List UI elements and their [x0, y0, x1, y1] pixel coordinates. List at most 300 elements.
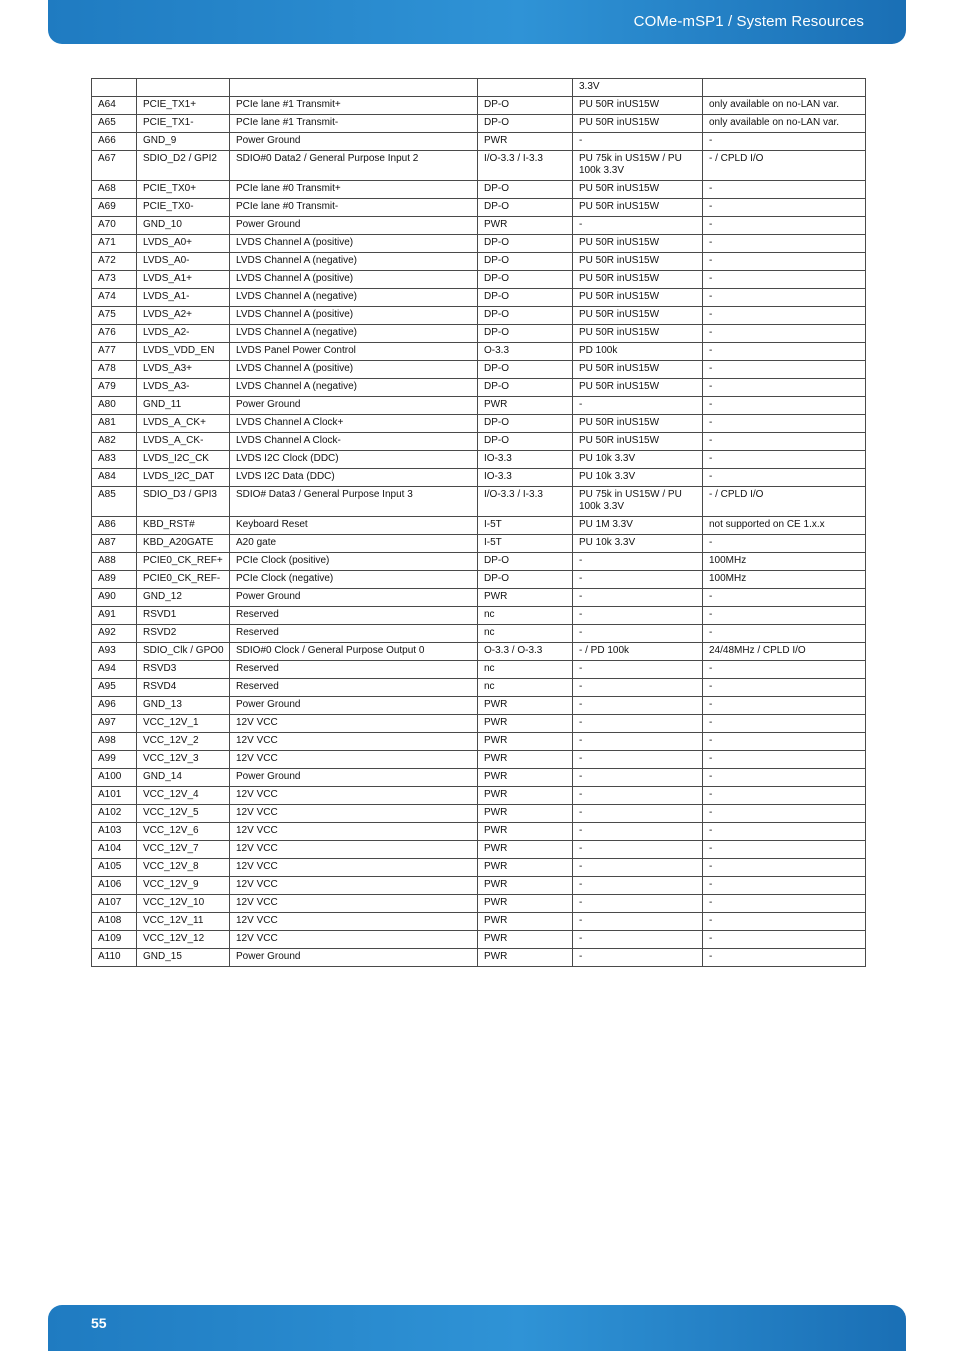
comment-cell: -: [703, 181, 866, 199]
type-cell: PWR: [478, 931, 573, 949]
pin-cell: A101: [92, 787, 137, 805]
termination-cell: -: [573, 607, 703, 625]
pin-cell: A80: [92, 397, 137, 415]
table-row: [92, 589, 866, 607]
termination-cell: PU 50R inUS15W: [573, 115, 703, 133]
description-cell: LVDS Channel A (negative): [230, 379, 478, 397]
type-cell: PWR: [478, 895, 573, 913]
signal-cell: VCC_12V_9: [137, 877, 230, 895]
comment-cell: -: [703, 469, 866, 487]
comment-cell: -: [703, 751, 866, 769]
termination-cell: -: [573, 841, 703, 859]
description-cell: 12V VCC: [230, 931, 478, 949]
type-cell: [478, 79, 573, 97]
signal-cell: GND_14: [137, 769, 230, 787]
table-row: [92, 361, 866, 379]
signal-cell: LVDS_A2-: [137, 325, 230, 343]
signal-cell: PCIE_TX1+: [137, 97, 230, 115]
description-cell: 12V VCC: [230, 913, 478, 931]
comment-cell: -: [703, 607, 866, 625]
footer-banner: [48, 1305, 906, 1351]
comment-cell: -: [703, 877, 866, 895]
description-cell: SDIO#0 Data2 / General Purpose Input 2: [230, 151, 478, 181]
signal-cell: LVDS_A2+: [137, 307, 230, 325]
signal-cell: PCIE0_CK_REF-: [137, 571, 230, 589]
pin-cell: A94: [92, 661, 137, 679]
type-cell: DP-O: [478, 325, 573, 343]
pin-cell: A84: [92, 469, 137, 487]
comment-cell: 100MHz: [703, 553, 866, 571]
table-row: [92, 433, 866, 451]
comment-cell: -: [703, 397, 866, 415]
signal-cell: LVDS_A3-: [137, 379, 230, 397]
termination-cell: -: [573, 859, 703, 877]
signal-cell: PCIE0_CK_REF+: [137, 553, 230, 571]
signal-cell: KBD_RST#: [137, 517, 230, 535]
description-cell: LVDS I2C Clock (DDC): [230, 451, 478, 469]
signal-cell: PCIE_TX0-: [137, 199, 230, 217]
pin-cell: A71: [92, 235, 137, 253]
pin-cell: A69: [92, 199, 137, 217]
pin-cell: A85: [92, 487, 137, 517]
table-row: [92, 469, 866, 487]
pin-cell: A64: [92, 97, 137, 115]
type-cell: PWR: [478, 751, 573, 769]
page-header-title: COMe-mSP1 / System Resources: [633, 13, 864, 30]
termination-cell: -: [573, 679, 703, 697]
type-cell: PWR: [478, 823, 573, 841]
table-row: [92, 661, 866, 679]
pin-cell: A68: [92, 181, 137, 199]
table-row: [92, 217, 866, 235]
termination-cell: -: [573, 913, 703, 931]
signal-cell: RSVD3: [137, 661, 230, 679]
pin-cell: A77: [92, 343, 137, 361]
comment-cell: -: [703, 253, 866, 271]
termination-cell: PU 50R inUS15W: [573, 325, 703, 343]
termination-cell: -: [573, 661, 703, 679]
table-row: [92, 895, 866, 913]
table-row: [92, 625, 866, 643]
termination-cell: -: [573, 133, 703, 151]
signal-cell: LVDS_A1+: [137, 271, 230, 289]
pin-cell: A76: [92, 325, 137, 343]
description-cell: 12V VCC: [230, 877, 478, 895]
pinout-table-body: [92, 79, 866, 967]
table-row: [92, 769, 866, 787]
type-cell: I-5T: [478, 535, 573, 553]
type-cell: nc: [478, 661, 573, 679]
type-cell: PWR: [478, 133, 573, 151]
type-cell: DP-O: [478, 553, 573, 571]
type-cell: PWR: [478, 769, 573, 787]
signal-cell: KBD_A20GATE: [137, 535, 230, 553]
type-cell: PWR: [478, 589, 573, 607]
table-row: [92, 535, 866, 553]
signal-cell: SDIO_Clk / GPO0: [137, 643, 230, 661]
comment-cell: -: [703, 217, 866, 235]
table-row: [92, 151, 866, 181]
table-row: [92, 235, 866, 253]
comment-cell: -: [703, 343, 866, 361]
description-cell: LVDS Channel A (positive): [230, 235, 478, 253]
comment-cell: -: [703, 931, 866, 949]
description-cell: 12V VCC: [230, 733, 478, 751]
comment-cell: -: [703, 769, 866, 787]
table-row: [92, 715, 866, 733]
signal-cell: VCC_12V_7: [137, 841, 230, 859]
table-row: [92, 841, 866, 859]
description-cell: Reserved: [230, 607, 478, 625]
type-cell: PWR: [478, 397, 573, 415]
termination-cell: PU 50R inUS15W: [573, 199, 703, 217]
pin-cell: A90: [92, 589, 137, 607]
comment-cell: -: [703, 271, 866, 289]
type-cell: nc: [478, 625, 573, 643]
type-cell: DP-O: [478, 415, 573, 433]
table-row: [92, 931, 866, 949]
type-cell: I-5T: [478, 517, 573, 535]
comment-cell: -: [703, 715, 866, 733]
termination-cell: PU 50R inUS15W: [573, 307, 703, 325]
type-cell: O-3.3: [478, 343, 573, 361]
pin-cell: A66: [92, 133, 137, 151]
header-banner: [48, 0, 906, 44]
table-row: [92, 643, 866, 661]
signal-cell: GND_15: [137, 949, 230, 967]
pin-cell: A74: [92, 289, 137, 307]
termination-cell: -: [573, 751, 703, 769]
comment-cell: -: [703, 289, 866, 307]
pin-cell: A92: [92, 625, 137, 643]
signal-cell: PCIE_TX1-: [137, 115, 230, 133]
table-row: [92, 517, 866, 535]
comment-cell: -: [703, 661, 866, 679]
termination-cell: PU 75k in US15W / PU 100k 3.3V: [573, 151, 703, 181]
pin-cell: A95: [92, 679, 137, 697]
table-row: [92, 823, 866, 841]
table-row: [92, 697, 866, 715]
description-cell: 12V VCC: [230, 751, 478, 769]
signal-cell: VCC_12V_10: [137, 895, 230, 913]
signal-cell: RSVD1: [137, 607, 230, 625]
termination-cell: -: [573, 715, 703, 733]
type-cell: I/O-3.3 / I-3.3: [478, 151, 573, 181]
termination-cell: PU 50R inUS15W: [573, 379, 703, 397]
pin-cell: A107: [92, 895, 137, 913]
comment-cell: -: [703, 625, 866, 643]
description-cell: LVDS Panel Power Control: [230, 343, 478, 361]
table-row: [92, 733, 866, 751]
signal-cell: [137, 79, 230, 97]
pin-cell: A73: [92, 271, 137, 289]
pin-cell: [92, 79, 137, 97]
description-cell: LVDS Channel A Clock+: [230, 415, 478, 433]
table-row: [92, 451, 866, 469]
signal-cell: LVDS_A0-: [137, 253, 230, 271]
description-cell: Keyboard Reset: [230, 517, 478, 535]
table-row: [92, 679, 866, 697]
table-row: [92, 199, 866, 217]
type-cell: IO-3.3: [478, 451, 573, 469]
termination-cell: -: [573, 823, 703, 841]
signal-cell: SDIO_D2 / GPI2: [137, 151, 230, 181]
table-row: [92, 553, 866, 571]
comment-cell: -: [703, 361, 866, 379]
pin-cell: A65: [92, 115, 137, 133]
table-row: [92, 487, 866, 517]
termination-cell: -: [573, 769, 703, 787]
table-row: [92, 859, 866, 877]
pin-cell: A99: [92, 751, 137, 769]
termination-cell: -: [573, 787, 703, 805]
termination-cell: -: [573, 589, 703, 607]
pin-cell: A88: [92, 553, 137, 571]
table-row: [92, 97, 866, 115]
termination-cell: -: [573, 733, 703, 751]
description-cell: 12V VCC: [230, 895, 478, 913]
pinout-table: [91, 78, 866, 967]
description-cell: LVDS I2C Data (DDC): [230, 469, 478, 487]
signal-cell: LVDS_VDD_EN: [137, 343, 230, 361]
termination-cell: -: [573, 625, 703, 643]
signal-cell: LVDS_A1-: [137, 289, 230, 307]
termination-cell: -: [573, 949, 703, 967]
comment-cell: - / CPLD I/O: [703, 487, 866, 517]
termination-cell: PU 50R inUS15W: [573, 415, 703, 433]
comment-cell: -: [703, 787, 866, 805]
pin-cell: A75: [92, 307, 137, 325]
pin-cell: A70: [92, 217, 137, 235]
description-cell: 12V VCC: [230, 841, 478, 859]
table-row: [92, 181, 866, 199]
type-cell: nc: [478, 607, 573, 625]
comment-cell: -: [703, 949, 866, 967]
description-cell: LVDS Channel A (positive): [230, 271, 478, 289]
signal-cell: LVDS_I2C_DAT: [137, 469, 230, 487]
comment-cell: -: [703, 679, 866, 697]
table-row: [92, 253, 866, 271]
signal-cell: VCC_12V_12: [137, 931, 230, 949]
termination-cell: -: [573, 697, 703, 715]
pin-cell: A78: [92, 361, 137, 379]
pin-cell: A79: [92, 379, 137, 397]
description-cell: PCIe lane #1 Transmit+: [230, 97, 478, 115]
page-number: 55: [91, 1315, 107, 1331]
signal-cell: VCC_12V_1: [137, 715, 230, 733]
signal-cell: GND_11: [137, 397, 230, 415]
comment-cell: 100MHz: [703, 571, 866, 589]
description-cell: LVDS Channel A (positive): [230, 361, 478, 379]
comment-cell: not supported on CE 1.x.x: [703, 517, 866, 535]
description-cell: Reserved: [230, 625, 478, 643]
pin-cell: A87: [92, 535, 137, 553]
table-row: [92, 415, 866, 433]
signal-cell: GND_10: [137, 217, 230, 235]
table-row: [92, 913, 866, 931]
pin-cell: A91: [92, 607, 137, 625]
table-row: [92, 271, 866, 289]
description-cell: SDIO#0 Clock / General Purpose Output 0: [230, 643, 478, 661]
termination-cell: - / PD 100k: [573, 643, 703, 661]
comment-cell: -: [703, 913, 866, 931]
description-cell: Power Ground: [230, 397, 478, 415]
comment-cell: -: [703, 433, 866, 451]
termination-cell: PU 1M 3.3V: [573, 517, 703, 535]
pin-cell: A67: [92, 151, 137, 181]
pin-cell: A93: [92, 643, 137, 661]
description-cell: SDIO# Data3 / General Purpose Input 3: [230, 487, 478, 517]
signal-cell: LVDS_A0+: [137, 235, 230, 253]
termination-cell: PU 50R inUS15W: [573, 235, 703, 253]
type-cell: PWR: [478, 859, 573, 877]
description-cell: Power Ground: [230, 769, 478, 787]
description-cell: LVDS Channel A (negative): [230, 289, 478, 307]
termination-cell: PU 50R inUS15W: [573, 271, 703, 289]
description-cell: LVDS Channel A (positive): [230, 307, 478, 325]
comment-cell: -: [703, 733, 866, 751]
pin-cell: A109: [92, 931, 137, 949]
description-cell: PCIe Clock (positive): [230, 553, 478, 571]
type-cell: PWR: [478, 805, 573, 823]
description-cell: Reserved: [230, 661, 478, 679]
termination-cell: -: [573, 553, 703, 571]
pin-cell: A104: [92, 841, 137, 859]
comment-cell: -: [703, 841, 866, 859]
description-cell: LVDS Channel A (negative): [230, 325, 478, 343]
termination-cell: PU 50R inUS15W: [573, 181, 703, 199]
signal-cell: VCC_12V_4: [137, 787, 230, 805]
signal-cell: VCC_12V_11: [137, 913, 230, 931]
type-cell: PWR: [478, 697, 573, 715]
table-row: [92, 79, 866, 97]
pin-cell: A110: [92, 949, 137, 967]
type-cell: I/O-3.3 / I-3.3: [478, 487, 573, 517]
comment-cell: 24/48MHz / CPLD I/O: [703, 643, 866, 661]
description-cell: PCIe Clock (negative): [230, 571, 478, 589]
table-row: [92, 805, 866, 823]
signal-cell: RSVD2: [137, 625, 230, 643]
comment-cell: only available on no-LAN var.: [703, 115, 866, 133]
comment-cell: -: [703, 535, 866, 553]
table-row: [92, 307, 866, 325]
description-cell: LVDS Channel A (negative): [230, 253, 478, 271]
table-row: [92, 571, 866, 589]
description-cell: PCIe lane #0 Transmit+: [230, 181, 478, 199]
type-cell: DP-O: [478, 199, 573, 217]
comment-cell: -: [703, 307, 866, 325]
description-cell: Power Ground: [230, 589, 478, 607]
type-cell: DP-O: [478, 433, 573, 451]
signal-cell: VCC_12V_6: [137, 823, 230, 841]
table-row: [92, 115, 866, 133]
pin-cell: A105: [92, 859, 137, 877]
termination-cell: PU 75k in US15W / PU 100k 3.3V: [573, 487, 703, 517]
signal-cell: LVDS_A_CK-: [137, 433, 230, 451]
comment-cell: -: [703, 133, 866, 151]
description-cell: PCIe lane #0 Transmit-: [230, 199, 478, 217]
signal-cell: GND_13: [137, 697, 230, 715]
pin-cell: A89: [92, 571, 137, 589]
comment-cell: -: [703, 823, 866, 841]
description-cell: [230, 79, 478, 97]
termination-cell: -: [573, 805, 703, 823]
termination-cell: PU 50R inUS15W: [573, 97, 703, 115]
termination-cell: PU 50R inUS15W: [573, 433, 703, 451]
pin-cell: A82: [92, 433, 137, 451]
termination-cell: -: [573, 877, 703, 895]
type-cell: DP-O: [478, 181, 573, 199]
type-cell: PWR: [478, 949, 573, 967]
termination-cell: -: [573, 571, 703, 589]
type-cell: PWR: [478, 877, 573, 895]
table-row: [92, 289, 866, 307]
signal-cell: LVDS_A3+: [137, 361, 230, 379]
signal-cell: SDIO_D3 / GPI3: [137, 487, 230, 517]
type-cell: PWR: [478, 913, 573, 931]
termination-cell: PU 10k 3.3V: [573, 451, 703, 469]
signal-cell: GND_9: [137, 133, 230, 151]
description-cell: 12V VCC: [230, 823, 478, 841]
pin-cell: A96: [92, 697, 137, 715]
type-cell: IO-3.3: [478, 469, 573, 487]
table-row: [92, 379, 866, 397]
comment-cell: -: [703, 859, 866, 877]
table-row: [92, 133, 866, 151]
pin-cell: A98: [92, 733, 137, 751]
comment-cell: -: [703, 589, 866, 607]
pin-cell: A81: [92, 415, 137, 433]
comment-cell: -: [703, 415, 866, 433]
table-row: [92, 949, 866, 967]
pin-cell: A86: [92, 517, 137, 535]
comment-cell: -: [703, 451, 866, 469]
type-cell: DP-O: [478, 271, 573, 289]
signal-cell: LVDS_A_CK+: [137, 415, 230, 433]
comment-cell: -: [703, 325, 866, 343]
comment-cell: only available on no-LAN var.: [703, 97, 866, 115]
type-cell: DP-O: [478, 307, 573, 325]
termination-cell: PU 10k 3.3V: [573, 469, 703, 487]
termination-cell: -: [573, 217, 703, 235]
termination-cell: PU 50R inUS15W: [573, 253, 703, 271]
type-cell: PWR: [478, 217, 573, 235]
signal-cell: VCC_12V_5: [137, 805, 230, 823]
description-cell: Power Ground: [230, 697, 478, 715]
pin-cell: A103: [92, 823, 137, 841]
signal-cell: VCC_12V_8: [137, 859, 230, 877]
pin-cell: A100: [92, 769, 137, 787]
description-cell: A20 gate: [230, 535, 478, 553]
table-row: [92, 343, 866, 361]
description-cell: LVDS Channel A Clock-: [230, 433, 478, 451]
comment-cell: - / CPLD I/O: [703, 151, 866, 181]
termination-cell: PU 10k 3.3V: [573, 535, 703, 553]
description-cell: 12V VCC: [230, 787, 478, 805]
termination-cell: -: [573, 895, 703, 913]
description-cell: Power Ground: [230, 949, 478, 967]
type-cell: DP-O: [478, 253, 573, 271]
comment-cell: -: [703, 235, 866, 253]
description-cell: 12V VCC: [230, 805, 478, 823]
comment-cell: -: [703, 199, 866, 217]
type-cell: nc: [478, 679, 573, 697]
type-cell: PWR: [478, 787, 573, 805]
type-cell: DP-O: [478, 571, 573, 589]
comment-cell: -: [703, 895, 866, 913]
pin-cell: A83: [92, 451, 137, 469]
type-cell: O-3.3 / O-3.3: [478, 643, 573, 661]
